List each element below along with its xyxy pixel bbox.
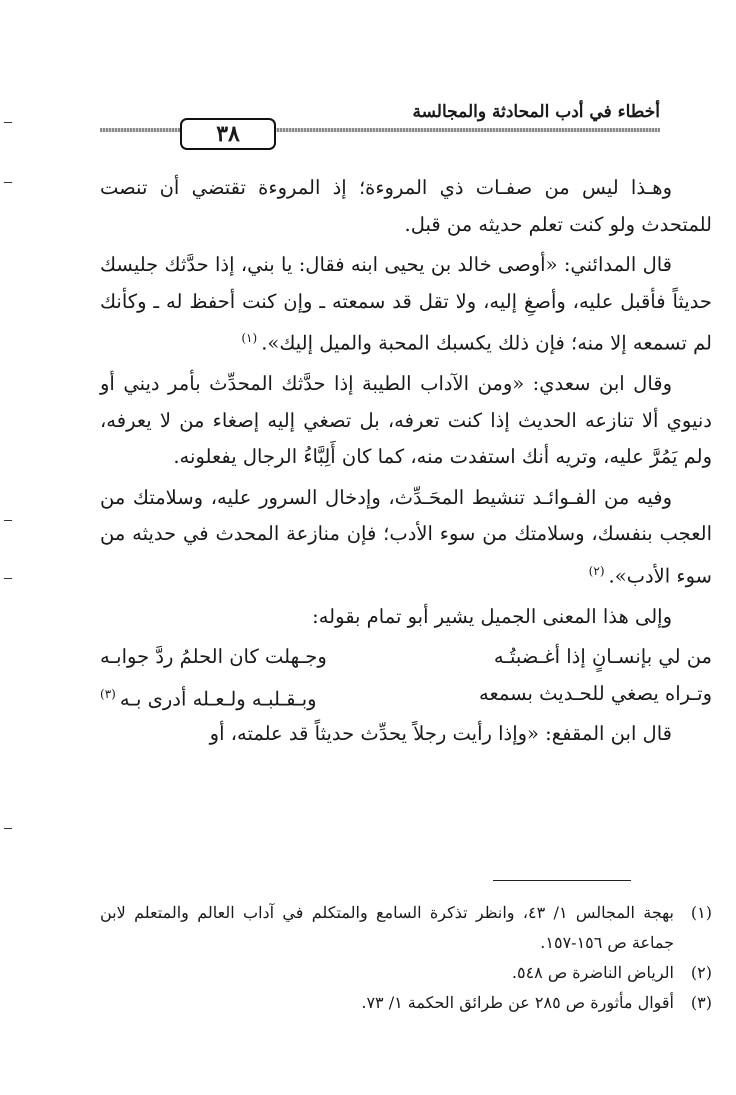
footnote-ref: (٣) — [100, 686, 116, 701]
footnote-text: أقوال مأثورة ص ٢٨٥ عن طرائق الحكمة ١/ ٧٣. — [361, 993, 674, 1012]
footnote — [100, 988, 712, 1018]
hemistich — [100, 676, 317, 713]
main-text — [100, 170, 712, 757]
paragraph: وإلى هذا المعنى الجميل يشير أبو تمام بقوله: — [312, 604, 672, 628]
hemistich-text: وبـقـلبـه ولـعـله أدرى بـه — [119, 687, 317, 710]
paragraph-text: وفيه من الفـوائـد تنشيط المحَـدِّث، وإدخال السرور عليه، وسلامتك من العجب بنفسك، وسلامتك من سوء الأدب؛ فإن منازعة المحدث في حديثه من سوء الأدب». — [100, 485, 712, 587]
paragraph: وقال ابن سعدي: «ومن الآداب الطيبة إذا حدَّثك المحدِّث بأمر ديني أو دنيوي ألا تنازعه الحديث إذا كنت تعرفه، بل تصغي إليه إصغاء من لا يعرفه، ولم يَمُرَّ عليه، وتريه أنك استفدت منه، كما كان أَلِبَّاءُ الرجال يفعلونه. — [100, 372, 712, 468]
paragraph: وهـذا ليس من صفـات ذي المروءة؛ إذ المروءة تقتضي أن تنصت للمتحدث ولو كنت تعلم حديثه من قبل. — [100, 176, 712, 236]
paragraph: قال ابن المقفع: «وإذا رأيت رجلاً يحدِّث حديثاً قد علمته، أو — [209, 722, 672, 745]
poem-verse — [100, 676, 712, 713]
footnote-ref: (١) — [241, 331, 258, 345]
paragraph — [100, 480, 712, 595]
running-title: أخطاء في أدب المحادثة والمجالسة — [412, 102, 660, 122]
footnote-text: الرياض الناضرة ص ٥٤٨. — [511, 963, 674, 982]
footnote-number: (١) — [690, 903, 712, 922]
footnote — [100, 898, 712, 958]
scan-edge-mark — [4, 520, 12, 521]
hemistich: وتـراه يصغي للحـديث بسمعه — [478, 681, 712, 705]
scan-edge-mark — [4, 182, 12, 183]
footnote-text: بهجة المجالس ١/ ٤٣، وانظر تذكرة السامع والمتكلم في آداب العالم والمتعلم لابن جماعة ص ١٥٦-١٥٧. — [100, 903, 674, 952]
poem — [100, 639, 712, 712]
header-rule-tail — [100, 128, 158, 132]
hemistich: من لي بإنسـانٍ إذا أغـضبتُـه — [493, 645, 712, 668]
scan-edge-mark — [4, 122, 12, 123]
paragraph-text: قال المدائني: «أوصى خالد بن يحيى ابنه فقال: يا بني، إذا حدَّثك جليسك حديثاً فأقبل عليه، وأصغِ إليه، ولا تقل قد سمعته ـ وإن كنت أحفظ له ـ وكأنك لم تسمعه إلا منه؛ فإن ذلك يكسبك المحبة والميل إليك». — [100, 253, 712, 355]
footnote-separator — [493, 880, 631, 881]
footnote — [100, 958, 712, 988]
scan-edge-mark — [4, 828, 12, 829]
scan-edge-mark — [4, 578, 12, 579]
page-header — [100, 96, 660, 154]
paragraph — [100, 247, 712, 362]
footnotes — [100, 898, 712, 1018]
hemistich: وجـهلت كان الحلمُ ردَّ جوابـه — [100, 645, 327, 668]
poem-verse — [100, 639, 712, 676]
footnote-number: (٢) — [690, 963, 712, 982]
footnote-ref: (٢) — [588, 563, 605, 578]
page-number: ٣٨ — [180, 118, 276, 150]
footnote-number: (٣) — [690, 993, 712, 1012]
